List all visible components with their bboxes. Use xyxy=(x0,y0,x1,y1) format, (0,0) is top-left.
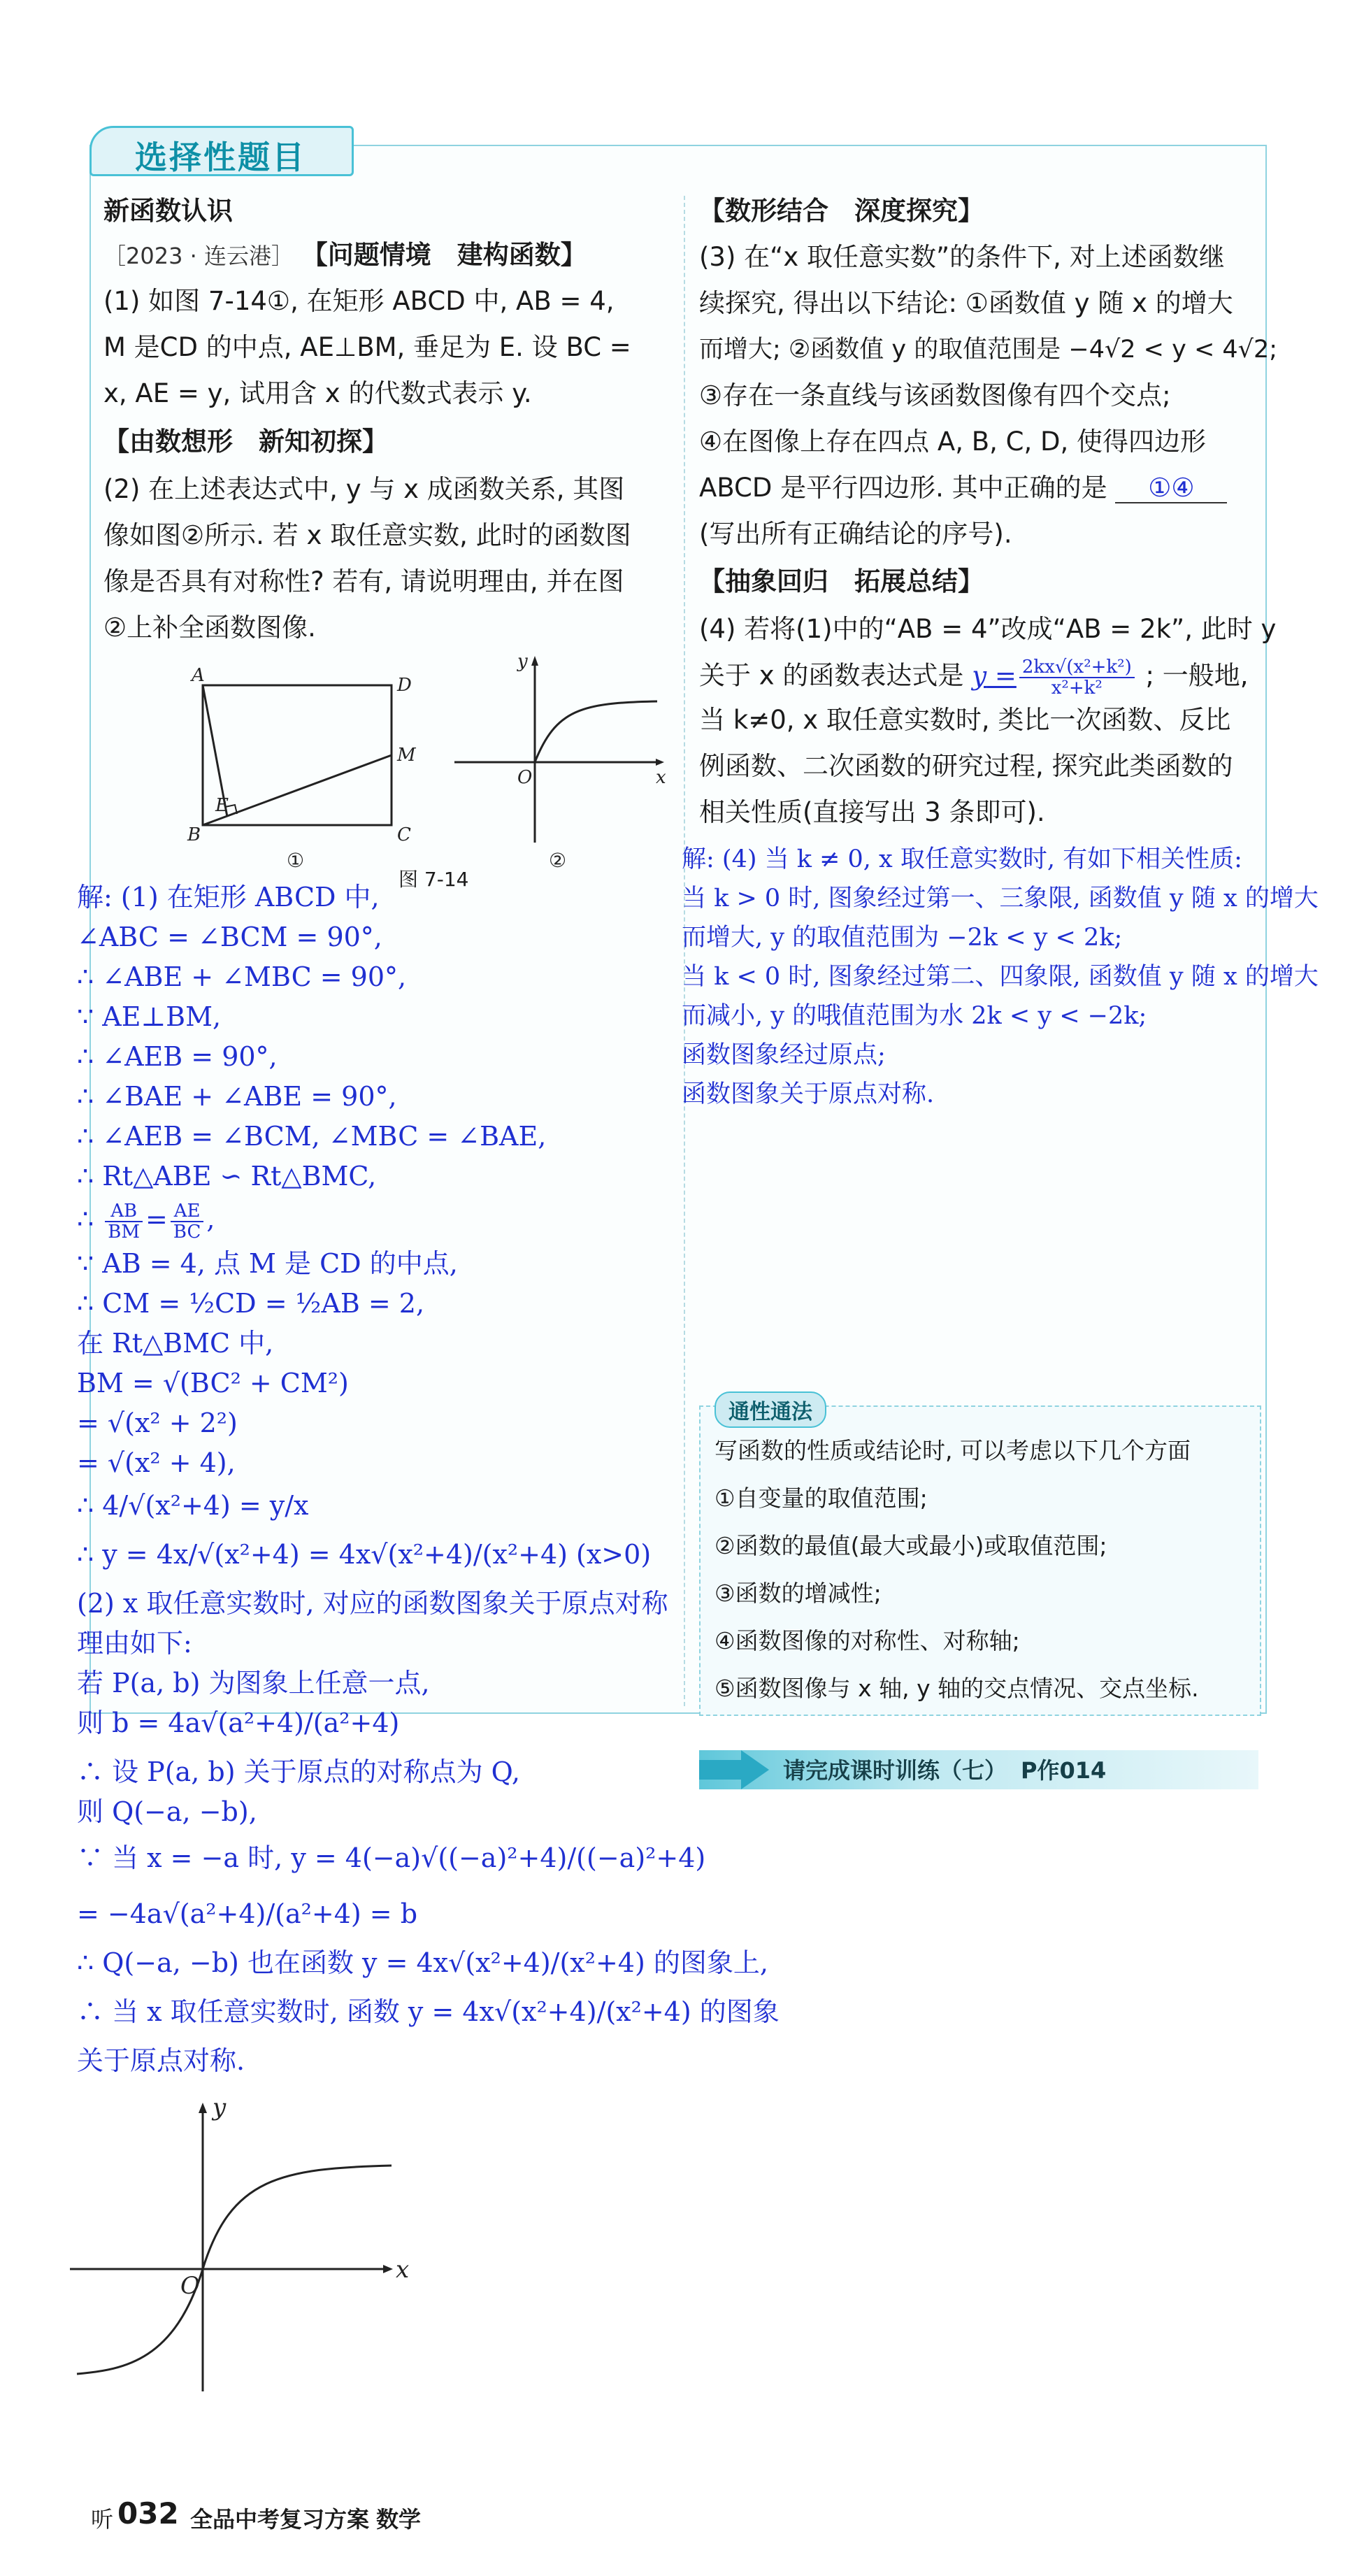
solution-line: 理由如下: xyxy=(77,1628,192,1659)
left-heading: 新函数认识 xyxy=(103,196,233,226)
context-label: 【问题情境 建构函数】 xyxy=(301,240,587,270)
solution-eq4: ∵ 当 x = −a 时, y = 4(−a)√((−a)²+4)/((−a)²+4) xyxy=(77,1842,706,1873)
tip-item: ②函数的最值(最大或最小)或取值范围; xyxy=(715,1532,1107,1559)
fig2-x-arrow xyxy=(656,759,664,766)
label-4: 【抽象回归 拓展总结】 xyxy=(699,566,984,596)
q4-line: 相关性质(直接写出 3 条即可). xyxy=(699,797,1045,827)
q4-answer-numerator: 2kx√(x²+k²) xyxy=(1019,657,1135,678)
solution-line: ∴ ∠AEB = ∠BCM, ∠MBC = ∠BAE, xyxy=(77,1121,547,1152)
answer4-line: 当 k > 0 时, 图象经过第一、三象限, 函数值 y 随 x 的增大 xyxy=(682,885,1319,913)
answer4-line: 而增大, y 的取值范围为 −2k < y < 2k; xyxy=(682,924,1123,952)
q4-line-with-answer xyxy=(699,657,1249,698)
label-m: M xyxy=(397,745,416,766)
solution-line: ∴ ∠ABE + ∠MBC = 90°, xyxy=(77,961,407,992)
q1-line: M 是CD 的中点, AE⊥BM, 垂足为 E. 设 BC = xyxy=(103,332,631,362)
q2-line: 像是否具有对称性? 若有, 请说明理由, 并在图 xyxy=(103,566,624,596)
q3-answer-blank: ①④ xyxy=(1115,474,1227,503)
q4-line-text: 关于 x 的函数表达式是 xyxy=(699,660,964,691)
footer-listen: 听 xyxy=(91,2506,114,2533)
solution-line: 在 Rt△BMC 中, xyxy=(77,1328,274,1359)
answer4-line: 而减小, y 的哦值范围为水 2k < y < −2k; xyxy=(682,1002,1147,1030)
solution-line: ∴ ∠BAE + ∠ABE = 90°, xyxy=(77,1081,397,1112)
solution-line: (2) x 取任意实数时, 对应的函数图象关于原点对称 xyxy=(77,1588,668,1619)
rectangle-abcd xyxy=(203,685,392,825)
solution-line: 关于原点对称. xyxy=(77,2045,245,2076)
book-title: 全品中考复习方案 xyxy=(190,2506,370,2533)
page-footer xyxy=(0,2496,1357,2538)
fig2-label-y: y xyxy=(517,651,528,672)
solution-eq7: ∴ 当 x 取任意实数时, 函数 y = 4x√(x²+4)/(x²+4) 的图象 xyxy=(77,1996,780,2027)
solution-eq1: ∴ 4/√(x²+4) = y/x xyxy=(77,1490,309,1521)
graph-x-arrow xyxy=(383,2265,393,2273)
tip-item: 写函数的性质或结论时, 可以考虑以下几个方面 xyxy=(715,1437,1191,1464)
source-line xyxy=(103,241,587,270)
subject-name: 数学 xyxy=(376,2506,422,2533)
q3-line-with-blank xyxy=(699,474,1227,503)
graph-y-arrow xyxy=(199,2103,207,2113)
tip-item: ④函数图像的对称性、对称轴; xyxy=(715,1627,1020,1654)
sub-label-1: ① xyxy=(287,849,305,872)
completed-graph xyxy=(70,2094,433,2402)
q2-line: ②上补全函数图像. xyxy=(103,613,316,643)
fig2-curve xyxy=(535,701,657,762)
arrow-icon xyxy=(699,1750,776,1789)
graph-curve-right xyxy=(203,2166,392,2269)
q1-line: (1) 如图 7-14①, 在矩形 ABCD 中, AB = 4, xyxy=(103,286,615,316)
solution-eq3: 则 b = 4a√(a²+4)/(a²+4) xyxy=(77,1708,400,1738)
q3-line: (3) 在“x 取任意实数”的条件下, 对上述函数继 xyxy=(699,242,1225,272)
solution-line: 若 P(a, b) 为图象上任意一点, xyxy=(77,1668,430,1698)
solution-eq2: ∴ y = 4x/√(x²+4) = 4x√(x²+4)/(x²+4) (x>0) xyxy=(77,1539,652,1570)
solution-line: = √(x² + 4), xyxy=(77,1447,236,1478)
q4-answer: y = $\frac{\text{2kx√(x²+k²)}}{\text{x²+k²}}$ xyxy=(972,661,1137,691)
solution-line: ∵ AB = 4, 点 M 是 CD 的中点, xyxy=(77,1248,458,1279)
tip-item: ③函数的增减性; xyxy=(715,1580,882,1607)
answer4-line: 当 k < 0 时, 图象经过第二、四象限, 函数值 y 随 x 的增大 xyxy=(682,963,1319,991)
label-b: B xyxy=(187,824,201,845)
q4-answer-denominator: x²+k² xyxy=(1051,678,1103,699)
answer4-line: 解: (4) 当 k ≠ 0, x 取任意实数时, 有如下相关性质: xyxy=(682,845,1242,873)
section-tag xyxy=(89,126,354,176)
page-number: 032 xyxy=(117,2496,179,2531)
figure-caption: 图 7-14 xyxy=(399,868,469,891)
graph-label-x: x xyxy=(396,2256,410,2284)
q1-line: x, AE = y, 试用含 x 的代数式表示 y. xyxy=(103,378,532,408)
label-3: 【数形结合 深度探究】 xyxy=(699,196,984,226)
figure-7-14 xyxy=(175,650,678,881)
label-a: A xyxy=(192,665,205,686)
label-c: C xyxy=(397,824,411,845)
ratio-prefix: ∴ xyxy=(77,1203,94,1235)
solution-line: ∴ Rt△ABE ∽ Rt△BMC, xyxy=(77,1161,377,1192)
fig2-y-arrow xyxy=(531,656,538,666)
q3-line: ③存在一条直线与该函数图像有四个交点; xyxy=(699,380,1171,410)
ratio-line: ∴ $\frac{AB}{BM}$ = $\frac{AE}{BC}$ , xyxy=(77,1201,215,1243)
q4-line-tail: ; 一般地, xyxy=(1145,660,1249,691)
tip-item: ⑤函数图像与 x 轴, y 轴的交点情况、交点坐标. xyxy=(715,1675,1199,1702)
solution-line: 解: (1) 在矩形 ABCD 中, xyxy=(77,882,380,913)
solution-line: ∴ ∠AEB = 90°, xyxy=(77,1041,278,1072)
label-e: E xyxy=(215,795,229,816)
solution-line: ∴ 设 P(a, b) 关于原点的对称点为 Q, xyxy=(77,1756,521,1787)
answer4-line: 函数图象经过原点; xyxy=(682,1041,886,1069)
q2-line: (2) 在上述表达式中, y 与 x 成函数关系, 其图 xyxy=(103,474,625,504)
solution-eq6: ∴ Q(−a, −b) 也在函数 y = 4x√(x²+4)/(x²+4) 的图象上, xyxy=(77,1947,768,1978)
q3-line: 续探究, 得出以下结论: ①函数值 y 随 x 的增大 xyxy=(699,288,1233,318)
source: ［2023 · 连云港］ xyxy=(103,243,294,269)
solution-eq5: = −4a√(a²+4)/(a²+4) = b xyxy=(77,1898,418,1929)
q4-line: 当 k≠0, x 取任意实数时, 类比一次函数、反比 xyxy=(699,705,1231,735)
graph-label-o: O xyxy=(180,2272,200,2300)
solution-line: 则 Q(−a, −b), xyxy=(77,1796,257,1827)
q3-line: 而增大; ②函数值 y 的取值范围是 −4√2 < y < 4√2; xyxy=(699,336,1278,364)
ratio-den-1: BM xyxy=(108,1222,141,1243)
answer4-line: 函数图象关于原点对称. xyxy=(682,1080,935,1108)
label-d: D xyxy=(397,675,412,696)
q3-line: ④在图像上存在四点 A, B, C, D, 使得四边形 xyxy=(699,427,1207,457)
q4-line: (4) 若将(1)中的“AB = 4”改成“AB = 2k”, 此时 y xyxy=(699,614,1277,644)
graph-label-y: y xyxy=(213,2094,227,2121)
practice-page: P作014 xyxy=(1021,1757,1107,1784)
solution-line: ∴ CM = ½CD = ½AB = 2, xyxy=(77,1288,425,1319)
q3-tail: (写出所有正确结论的序号). xyxy=(699,519,1012,549)
q4-line: 例函数、二次函数的研究过程, 探究此类函数的 xyxy=(699,751,1233,781)
section-tag-label: 选择性题目 xyxy=(135,138,306,176)
sub-label-2: ② xyxy=(549,849,567,872)
ratio-den-2: BC xyxy=(173,1222,201,1243)
practice-label: 请完成课时训练（七） xyxy=(783,1757,1007,1784)
solution-line: ∠ABC = ∠BCM = 90°, xyxy=(77,922,382,952)
solution-line: BM = √(BC² + CM²) xyxy=(77,1368,349,1398)
solution-line: = √(x² + 2²) xyxy=(77,1408,238,1438)
label-2: 【由数想形 新知初探】 xyxy=(103,427,388,457)
tip-badge: 通性通法 xyxy=(715,1391,826,1428)
fig2-label-x: x xyxy=(656,767,666,788)
q2-line: 像如图②所示. 若 x 取任意实数, 此时的函数图 xyxy=(103,520,631,550)
tip-item: ①自变量的取值范围; xyxy=(715,1484,928,1512)
fig2-label-o: O xyxy=(517,767,533,788)
ratio-num-1: AB xyxy=(105,1201,143,1222)
solution-line: ∵ AE⊥BM, xyxy=(77,1001,222,1032)
q3-line-text: ABCD 是平行四边形. 其中正确的是 xyxy=(699,473,1107,503)
ratio-num-2: AE xyxy=(171,1201,203,1222)
segment-bm xyxy=(203,755,392,825)
